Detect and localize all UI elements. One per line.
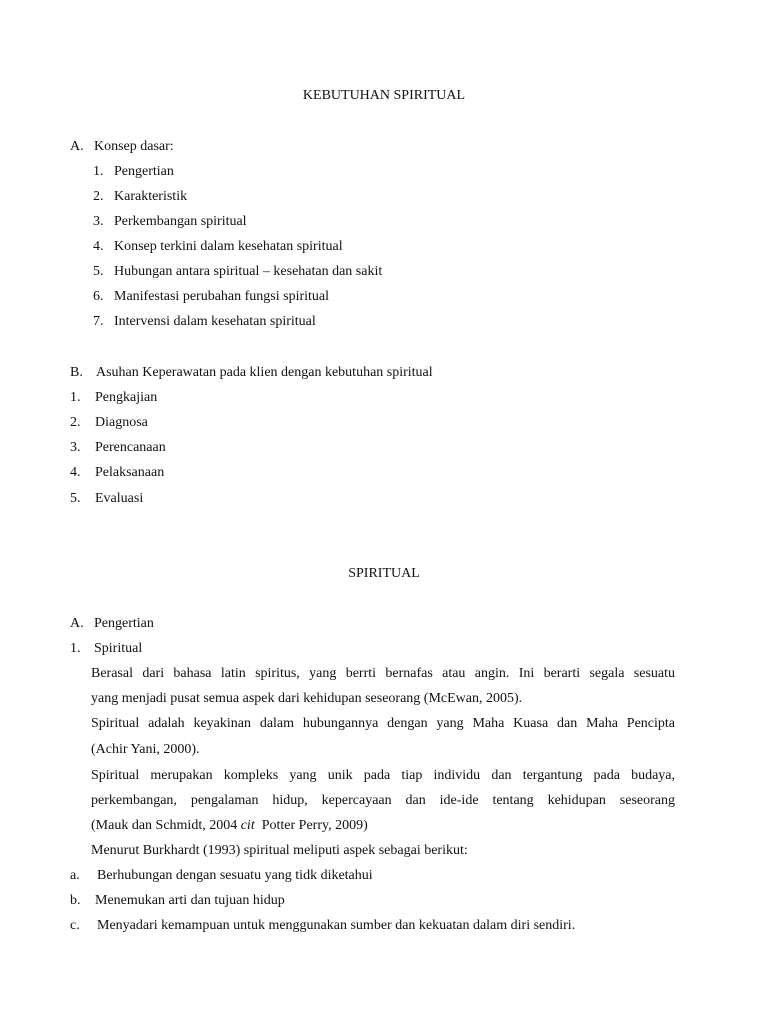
list-number: 3. <box>93 214 104 229</box>
list-item <box>70 439 166 457</box>
list-text: Konsep terkini dalam kesehatan spiritual <box>114 239 343 254</box>
list-text: Intervensi dalam kesehatan spiritual <box>114 314 316 329</box>
list-text: Manifestasi perubahan fungsi spiritual <box>114 289 330 304</box>
subsection-marker: 1. <box>70 641 81 656</box>
section-b-marker: B. <box>70 365 83 380</box>
list-text: Diagnosa <box>95 415 148 430</box>
list-item <box>93 263 383 281</box>
list-item <box>70 464 165 482</box>
list-item <box>70 389 158 407</box>
section-a-marker: A. <box>70 616 84 631</box>
list-text: Berhubungan dengan sesuatu yang tidk diketahui <box>97 868 373 883</box>
citation-cit: cit <box>240 818 255 833</box>
list-number: 4. <box>70 465 81 480</box>
paragraph-line: perkembangan, pengalaman hidup, kepercayaan dan ide-ide tentang kehidupan seseorang <box>91 793 675 808</box>
list-item <box>93 213 247 231</box>
section-a-label: Konsep dasar: <box>94 139 174 154</box>
list-marker: b. <box>70 893 81 908</box>
paragraph-line: Berasal dari bahasa latin spiritus, yang berrti bernafas atau angin. Ini berarti segala sesuatu <box>91 666 675 681</box>
list-marker: c. <box>70 918 80 933</box>
list-text: Menyadari kemampuan untuk menggunakan sumber dan kekuatan dalam diri sendiri. <box>97 918 576 933</box>
section-b-heading <box>70 364 433 382</box>
list-number: 1. <box>70 390 81 405</box>
list-text: Hubungan antara spiritual – kesehatan dan sakit <box>114 264 383 279</box>
list-number: 5. <box>93 264 104 279</box>
list-number: 2. <box>70 415 81 430</box>
paragraph-line: (Achir Yani, 2000). <box>91 742 200 757</box>
list-item <box>93 238 343 256</box>
subsection-label: Spiritual <box>94 641 143 656</box>
list-number: 6. <box>93 289 104 304</box>
list-item <box>93 188 188 206</box>
list-number: 5. <box>70 491 81 506</box>
list-text: Perencanaan <box>95 440 166 455</box>
aspects-intro: Menurut Burkhardt (1993) spiritual meliputi aspek sebagai berikut: <box>91 843 468 858</box>
list-number: 4. <box>93 239 104 254</box>
list-number: 7. <box>93 314 104 329</box>
list-item <box>70 414 148 432</box>
paragraph-line <box>91 817 368 835</box>
section-a-heading <box>70 138 174 156</box>
citation-text: (Mauk dan Schmidt, 2004 <box>91 818 241 833</box>
list-item <box>93 313 316 331</box>
list-marker: a. <box>70 868 80 883</box>
section-b-label: Asuhan Keperawatan pada klien dengan kebutuhan spiritual <box>96 365 433 380</box>
subsection-heading <box>70 640 143 658</box>
section-a-marker: A. <box>70 139 84 154</box>
list-item <box>70 490 144 508</box>
citation-text: Potter Perry, 2009) <box>254 818 368 833</box>
list-text: Karakteristik <box>114 189 188 204</box>
section-a-label: Pengertian <box>94 616 154 631</box>
list-item <box>70 892 285 910</box>
list-text: Evaluasi <box>95 491 144 506</box>
list-item <box>93 163 174 181</box>
section-title: SPIRITUAL <box>348 566 420 581</box>
list-number: 2. <box>93 189 104 204</box>
list-item <box>70 867 373 885</box>
list-text: Perkembangan spiritual <box>114 214 247 229</box>
list-text: Pengertian <box>114 164 174 179</box>
list-text: Pelaksanaan <box>95 465 165 480</box>
list-text: Pengkajian <box>95 390 158 405</box>
list-text: Menemukan arti dan tujuan hidup <box>95 893 285 908</box>
list-number: 1. <box>93 164 104 179</box>
section-a-heading <box>70 615 154 633</box>
page-title: KEBUTUHAN SPIRITUAL <box>302 88 466 103</box>
list-item <box>93 288 330 306</box>
list-number: 3. <box>70 440 81 455</box>
paragraph-line: Spiritual adalah keyakinan dalam hubungannya dengan yang Maha Kuasa dan Maha Pencipta <box>91 716 675 731</box>
paragraph-line: Spiritual merupakan kompleks yang unik pada tiap individu dan tergantung pada budaya, <box>91 768 675 783</box>
list-item <box>70 917 576 935</box>
paragraph-line: yang menjadi pusat semua aspek dari kehidupan seseorang (McEwan, 2005). <box>91 691 523 706</box>
